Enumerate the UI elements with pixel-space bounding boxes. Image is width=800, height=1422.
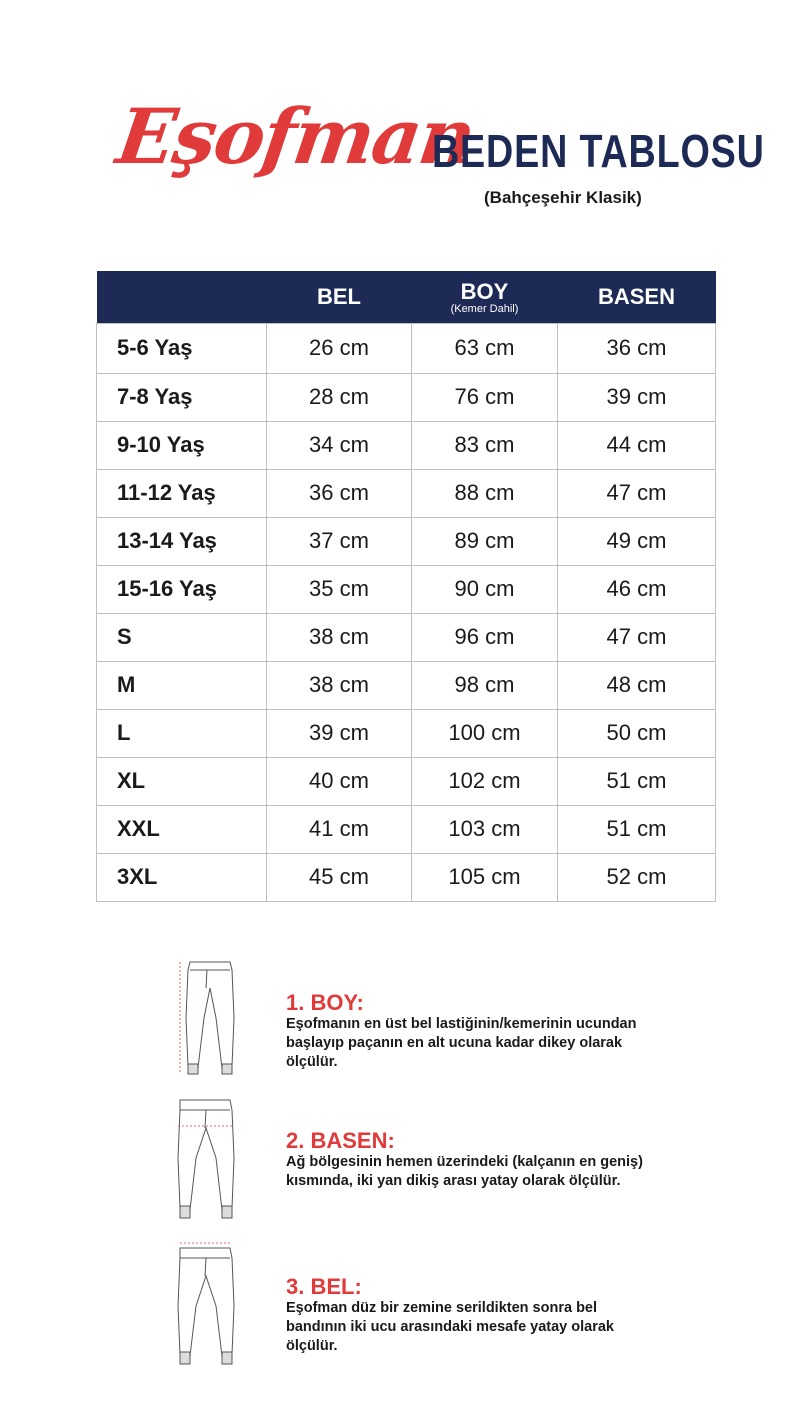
size-table <box>96 271 715 902</box>
cell-boy: 105 cm <box>412 853 558 901</box>
cell-boy: 98 cm <box>412 661 558 709</box>
cell-basen: 36 cm <box>558 323 716 373</box>
cell-bel: 41 cm <box>267 805 412 853</box>
guide-boy-title: 1. BOY: <box>286 990 364 1015</box>
cell-bel: 40 cm <box>267 757 412 805</box>
cell-bel: 38 cm <box>267 661 412 709</box>
cell-bel: 35 cm <box>267 565 412 613</box>
cell-bel: 26 cm <box>267 323 412 373</box>
cell-basen: 50 cm <box>558 709 716 757</box>
guide-boy-text: Eşofmanın en üst bel lastiğinin/kemerinin ucundan başlayıp paçanın en alt ucuna kadar dikey olarak ölçülür. <box>286 1016 637 1070</box>
table-row <box>97 661 716 709</box>
cell-basen: 49 cm <box>558 517 716 565</box>
cell-size: 9-10 Yaş <box>97 421 267 469</box>
table-row <box>97 613 716 661</box>
guide-bel-text: Eşofman düz bir zemine serildikten sonra bel bandının iki ucu arasındaki mesafe yatay olarak ölçülür. <box>286 1300 614 1354</box>
cell-boy: 100 cm <box>412 709 558 757</box>
header-bel-label: BEL <box>317 283 361 309</box>
pants-waist-icon <box>170 1238 240 1368</box>
cell-size: 7-8 Yaş <box>97 373 267 421</box>
table-row <box>97 853 716 901</box>
header-basen-label: BASEN <box>597 283 675 309</box>
cell-basen: 39 cm <box>558 373 716 421</box>
cell-size: 3XL <box>97 853 267 901</box>
cell-bel: 34 cm <box>267 421 412 469</box>
header-basen <box>558 271 716 323</box>
cell-boy: 88 cm <box>412 469 558 517</box>
cell-boy: 103 cm <box>412 805 558 853</box>
cell-boy: 102 cm <box>412 757 558 805</box>
cell-basen: 46 cm <box>558 565 716 613</box>
cell-size: 11-12 Yaş <box>97 469 267 517</box>
guide-bel-title: 3. BEL: <box>286 1274 362 1299</box>
table-row <box>97 805 716 853</box>
cell-boy: 96 cm <box>412 613 558 661</box>
page-subtitle: (Bahçeşehir Klasik) <box>484 188 642 207</box>
cell-boy: 76 cm <box>412 373 558 421</box>
header-size <box>97 271 267 323</box>
cell-basen: 47 cm <box>558 469 716 517</box>
guide-basen-text: Ağ bölgesinin hemen üzerindeki (kalçanın en geniş) kısmında, iki yan dikiş arası yatay olarak ölçülür. <box>286 1154 643 1189</box>
cell-basen: 47 cm <box>558 613 716 661</box>
cell-boy: 63 cm <box>412 323 558 373</box>
table-row <box>97 421 716 469</box>
table-header-row <box>97 271 716 323</box>
table-row <box>97 373 716 421</box>
table-row <box>97 469 716 517</box>
table-row <box>97 757 716 805</box>
pants-length-icon <box>170 958 240 1080</box>
header-boy <box>412 271 558 323</box>
cell-bel: 37 cm <box>267 517 412 565</box>
cell-size: XXL <box>97 805 267 853</box>
brand-logo: Eşofman <box>111 92 480 181</box>
header-boy-sublabel: (Kemer Dahil) <box>450 302 519 315</box>
cell-size: S <box>97 613 267 661</box>
cell-basen: 51 cm <box>558 805 716 853</box>
cell-basen: 51 cm <box>558 757 716 805</box>
cell-bel: 36 cm <box>267 469 412 517</box>
cell-bel: 28 cm <box>267 373 412 421</box>
table-row <box>97 323 716 373</box>
header-boy-label: BOY <box>460 278 509 304</box>
cell-basen: 52 cm <box>558 853 716 901</box>
cell-basen: 48 cm <box>558 661 716 709</box>
cell-bel: 38 cm <box>267 613 412 661</box>
table-row <box>97 517 716 565</box>
cell-size: 5-6 Yaş <box>97 323 267 373</box>
cell-boy: 83 cm <box>412 421 558 469</box>
cell-size: 13-14 Yaş <box>97 517 267 565</box>
cell-size: 15-16 Yaş <box>97 565 267 613</box>
cell-boy: 90 cm <box>412 565 558 613</box>
guide-basen-title: 2. BASEN: <box>286 1128 395 1153</box>
table-row <box>97 565 716 613</box>
pants-hip-icon <box>170 1096 240 1224</box>
cell-basen: 44 cm <box>558 421 716 469</box>
cell-bel: 45 cm <box>267 853 412 901</box>
cell-size: L <box>97 709 267 757</box>
cell-size: M <box>97 661 267 709</box>
page-title: BEDEN TABLOSU <box>432 125 765 177</box>
cell-boy: 89 cm <box>412 517 558 565</box>
header-bel <box>267 271 412 323</box>
cell-size: XL <box>97 757 267 805</box>
cell-bel: 39 cm <box>267 709 412 757</box>
table-row <box>97 709 716 757</box>
